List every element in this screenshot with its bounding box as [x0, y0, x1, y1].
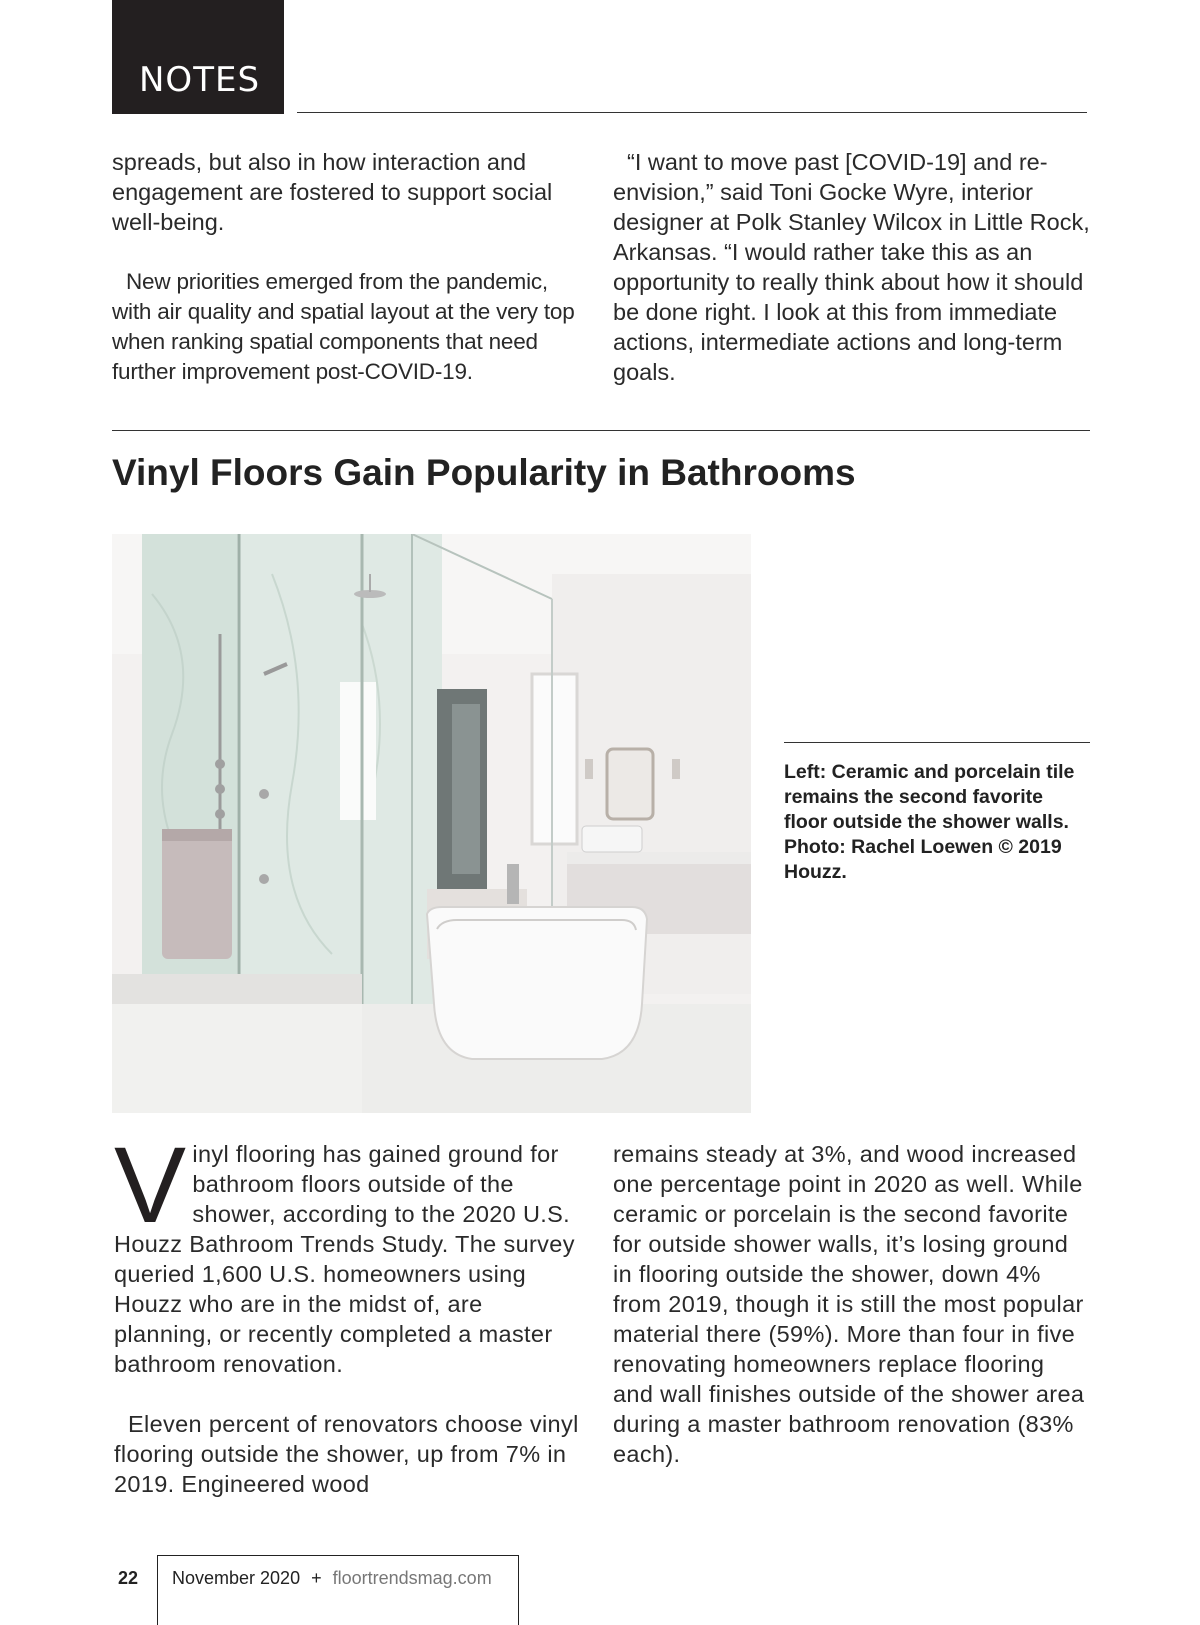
article-paragraph — [114, 1124, 586, 1379]
footer-box — [157, 1555, 519, 1625]
header-rule — [297, 112, 1087, 113]
page-number: 22 — [118, 1568, 139, 1588]
section-tab — [112, 0, 284, 114]
continued-left-column — [112, 147, 592, 387]
caption-rule — [784, 742, 1090, 743]
article-headline: Vinyl Floors Gain Popularity in Bathrooms — [112, 452, 856, 493]
drop-cap: V — [114, 1124, 187, 1245]
section-divider — [112, 430, 1090, 431]
article-paragraph: remains steady at 3%, and wood increased one percentage point in 2020 as well. While ceramic or porcelain is the second favorite for outside shower walls, it’s losing ground in flooring outside the shower, down 4% from 2019, though it is still the most popular material there (59%). More than four in five renovating homeowners replace flooring and wall finishes outside of the shower area during a master bathroom renovation (83% each). — [613, 1141, 1085, 1467]
footer-website: floortrendsmag.com — [332, 1568, 492, 1588]
continued-right-column — [613, 147, 1090, 387]
quote-paragraph: “I want to move past [COVID-19] and re-envision,” said Toni Gocke Wyre, interior designer at Polk Stanley Wilcox in Little Rock, Arkansas. “I would rather take this as an opportunity to really think about how it should be done right. I look at this from immediate actions, intermediate actions and long-term goals. — [613, 149, 1090, 385]
footer-info — [172, 1568, 492, 1589]
article-right-column — [613, 1139, 1091, 1469]
continued-paragraph: New priorities emerged from the pandemic, with air quality and spatial layout at the very top when ranking spatial components that need further improvement post-COVID-19. — [112, 269, 575, 384]
bathroom-photo — [112, 534, 751, 1113]
article-left-column — [114, 1124, 586, 1499]
section-label: NOTES — [139, 60, 261, 100]
continued-paragraph: spreads, but also in how interaction and engagement are fostered to support social well-being. — [112, 149, 553, 235]
footer-issue: November 2020 — [172, 1568, 301, 1588]
article-paragraph-text: inyl flooring has gained ground for bathroom floors outside of the shower, according to the 2020 U.S. Houzz Bathroom Trends Study. The survey queried 1,600 U.S. homeowners using Houzz who are in the midst of, are planning, or recently completed a master bathroom renovation. — [114, 1141, 575, 1377]
photo-caption: Left: Ceramic and porcelain tile remains the second favorite floor outside the shower walls. Photo: Rachel Loewen © 2019 Houzz. — [784, 761, 1075, 883]
article-paragraph: Eleven percent of renovators choose vinyl flooring outside the shower, up from 7% in 2019. Engineered wood — [114, 1411, 579, 1497]
footer-separator: + — [311, 1568, 322, 1588]
